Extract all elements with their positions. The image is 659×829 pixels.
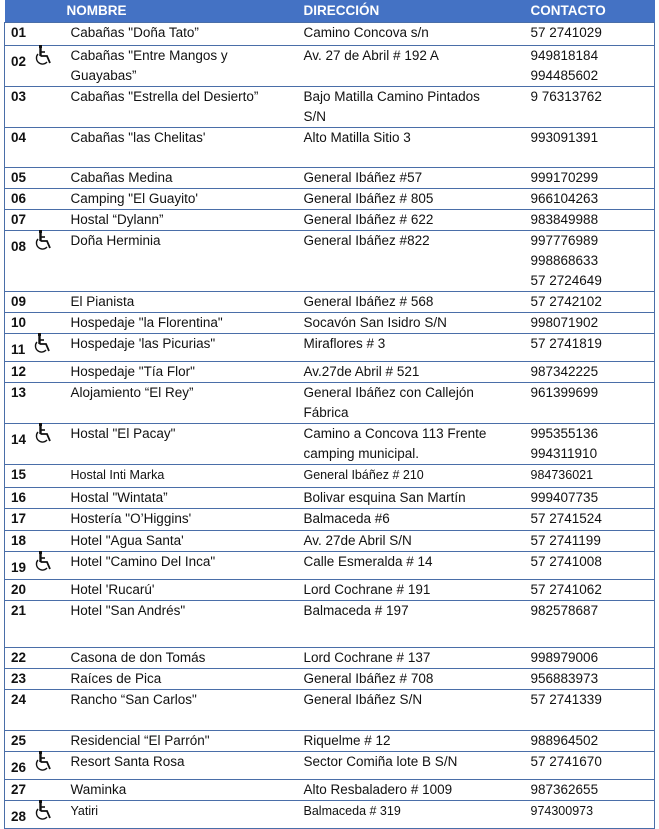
contact-number: 999407735 [530, 489, 599, 505]
contact-number-cell [527, 188, 655, 209]
address: Sector Comiña lote B S/N [303, 753, 458, 769]
address: General Ibáñez # 805 [303, 190, 434, 206]
address: Lord Cochrane # 191 [303, 581, 431, 597]
table-row [5, 230, 655, 291]
address: Fábrica [303, 404, 349, 420]
address-cell [300, 751, 527, 779]
table-row [5, 579, 655, 600]
row-number: 22 [11, 649, 27, 665]
row-number: 12 [11, 363, 27, 379]
table-row [5, 751, 655, 779]
row-number-cell [5, 530, 63, 551]
address-cell [300, 551, 527, 579]
table-row [5, 800, 655, 828]
contact-number-cell [527, 508, 655, 530]
lodging-name-cell [63, 333, 300, 361]
contact-number: 995355136 [530, 425, 599, 441]
address: General Ibáñez #57 [303, 169, 423, 185]
wheelchair-icon [34, 423, 54, 451]
row-number-cell [5, 86, 63, 127]
row-number-cell [5, 551, 63, 579]
wheelchair-icon [34, 45, 54, 73]
row-number: 08 [11, 238, 27, 254]
contact-number: 57 2741339 [530, 691, 602, 707]
lodging-name-cell [63, 730, 300, 751]
address: General Ibáñez S/N [303, 691, 423, 707]
contact-number: 57 2742102 [530, 293, 602, 309]
lodging-name: Hospedaje "la Florentina" [70, 314, 223, 330]
contact-number-cell [527, 579, 655, 600]
contact-number: 961399699 [530, 384, 599, 400]
contact-number: 999170299 [530, 169, 599, 185]
lodging-name-cell [63, 530, 300, 551]
table-row [5, 361, 655, 382]
address: Balmaceda # 197 [303, 602, 409, 618]
table-row [5, 291, 655, 312]
row-number-cell [5, 209, 63, 230]
lodging-table [4, 0, 655, 829]
contact-number-cell [527, 647, 655, 668]
lodging-name-cell [63, 668, 300, 689]
contact-number-cell [527, 230, 655, 291]
contact-number-cell [527, 551, 655, 579]
lodging-name-cell [63, 423, 300, 464]
address-cell [300, 382, 527, 423]
table-row [5, 333, 655, 361]
address: Riquelme # 12 [303, 732, 391, 748]
lodging-name: Hostería "O’Higgins' [70, 510, 192, 526]
lodging-name: Residencial “El Parrón" [70, 732, 210, 748]
row-number-cell [5, 487, 63, 508]
row-number: 25 [11, 732, 27, 748]
lodging-name-cell [63, 209, 300, 230]
contact-number: 956883973 [530, 670, 599, 686]
lodging-name-cell [63, 464, 300, 487]
address: Miraflores # 3 [303, 335, 386, 351]
row-number-cell [5, 361, 63, 382]
address-cell [300, 22, 527, 45]
row-number: 23 [11, 670, 27, 686]
contact-number: 57 2741670 [530, 753, 602, 769]
table-header-row [5, 0, 655, 22]
address-cell [300, 508, 527, 530]
contact-number-cell [527, 22, 655, 45]
lodging-name-cell [63, 689, 300, 730]
wheelchair-icon [34, 230, 54, 258]
lodging-name: Cabañas "Doña Tato” [70, 24, 199, 40]
row-number-cell [5, 751, 63, 779]
address-cell [300, 487, 527, 508]
row-number: 06 [11, 190, 27, 206]
address: Av. 27 de Abril # 192 A [303, 47, 439, 63]
address-cell [300, 45, 527, 86]
lodging-name-cell [63, 751, 300, 779]
contact-number-cell [527, 209, 655, 230]
row-number-cell [5, 600, 63, 647]
row-number-cell [5, 382, 63, 423]
contact-number-cell [527, 45, 655, 86]
row-number: 04 [11, 129, 27, 145]
lodging-name: Hostal Inti Marka [70, 467, 165, 482]
contact-number: 983849988 [530, 211, 599, 227]
contact-number-cell [527, 751, 655, 779]
contact-number: 57 2741062 [530, 581, 602, 597]
contact-number: 57 2741008 [530, 553, 602, 569]
table-row [5, 647, 655, 668]
address-cell [300, 668, 527, 689]
address: Av.27de Abril # 521 [303, 363, 420, 379]
address-cell [300, 312, 527, 333]
contact-number-cell [527, 291, 655, 312]
lodging-name: Casona de don Tomás [70, 649, 206, 665]
table-row [5, 779, 655, 800]
table-row [5, 382, 655, 423]
lodging-name-cell [63, 86, 300, 127]
row-number: 20 [11, 581, 27, 597]
contact-number-cell [527, 689, 655, 730]
row-number: 05 [11, 169, 27, 185]
table-row [5, 551, 655, 579]
contact-number-cell [527, 167, 655, 188]
contact-number: 966104263 [530, 190, 599, 206]
address-cell [300, 127, 527, 167]
contact-number-cell [527, 464, 655, 487]
address-cell [300, 291, 527, 312]
address-cell [300, 730, 527, 751]
header-address: DIRECCIÓN [303, 2, 380, 18]
lodging-name: Yatiri [70, 803, 99, 818]
address-cell [300, 579, 527, 600]
address: Camino a Concova 113 Frente [303, 425, 487, 441]
row-number: 19 [11, 559, 27, 575]
lodging-name-cell [63, 188, 300, 209]
lodging-name-cell [63, 600, 300, 647]
address-cell [300, 361, 527, 382]
table-row [5, 689, 655, 730]
address-cell [300, 188, 527, 209]
row-number-cell [5, 423, 63, 464]
lodging-name: Hotel "Agua Santa' [70, 532, 184, 548]
address: Alto Resbaladero # 1009 [303, 781, 453, 797]
address-cell [300, 209, 527, 230]
contact-number: 984736021 [530, 467, 594, 482]
lodging-name-cell [63, 291, 300, 312]
row-number: 10 [11, 314, 27, 330]
contact-number-cell [527, 333, 655, 361]
table-row [5, 312, 655, 333]
row-number-cell [5, 291, 63, 312]
wheelchair-icon [33, 333, 53, 361]
row-number: 28 [11, 808, 27, 824]
contact-number-cell [527, 600, 655, 647]
address-cell [300, 647, 527, 668]
lodging-name: Rancho “San Carlos" [70, 691, 197, 707]
lodging-name: Cabañas Medina [70, 169, 173, 185]
lodging-name: Cabañas "las Chelitas' [70, 129, 206, 145]
address: General Ibáñez # 622 [303, 211, 434, 227]
row-number-cell [5, 312, 63, 333]
lodging-name-cell [63, 45, 300, 86]
row-number: 13 [11, 384, 27, 400]
lodging-name: Camping "El Guayito' [70, 190, 198, 206]
wheelchair-icon [34, 800, 54, 828]
lodging-name: Hotel 'Rucarú' [70, 581, 155, 597]
address: General Ibáñez con Callejón [303, 384, 474, 400]
lodging-name: Hotel "San Andrés" [70, 602, 186, 618]
table-row [5, 209, 655, 230]
table-row [5, 508, 655, 530]
lodging-name-cell [63, 800, 300, 828]
contact-number: 993091391 [530, 129, 599, 145]
contact-number-cell [527, 800, 655, 828]
address-cell [300, 530, 527, 551]
address: S/N [303, 108, 327, 124]
table-row [5, 22, 655, 45]
table-row [5, 86, 655, 127]
contact-number-cell [527, 668, 655, 689]
row-number: 14 [11, 431, 27, 447]
address: Socavón San Isidro S/N [303, 314, 447, 330]
lodging-name: Resort Santa Rosa [70, 753, 185, 769]
lodging-name-cell [63, 361, 300, 382]
lodging-name: Guayabas” [70, 67, 137, 83]
contact-number: 949818184 [530, 47, 599, 63]
lodging-name-cell [63, 382, 300, 423]
row-number-cell [5, 45, 63, 86]
lodging-name: El Pianista [70, 293, 135, 309]
contact-number: 987342225 [530, 363, 599, 379]
header-number [5, 0, 63, 22]
lodging-name-cell [63, 167, 300, 188]
lodging-name-cell [63, 779, 300, 800]
lodging-name-cell [63, 647, 300, 668]
row-number-cell [5, 230, 63, 291]
address-cell [300, 800, 527, 828]
lodging-name-cell [63, 127, 300, 167]
contact-number: 57 2724649 [530, 272, 602, 288]
contact-number-cell [527, 86, 655, 127]
lodging-name: Hostal "El Pacay" [70, 425, 176, 441]
lodging-name: Hostal "Wintata” [70, 489, 168, 505]
table-row [5, 188, 655, 209]
wheelchair-icon [34, 551, 54, 579]
contact-number-cell [527, 361, 655, 382]
contact-number-cell [527, 779, 655, 800]
table-body [5, 22, 655, 828]
lodging-name: Alojamiento “El Rey” [70, 384, 194, 400]
contact-number: 57 2741199 [530, 532, 601, 548]
contact-number: 994485602 [530, 67, 599, 83]
lodging-name: Hotel "Camino Del Inca" [70, 553, 216, 569]
lodging-name-cell [63, 312, 300, 333]
address-cell [300, 464, 527, 487]
contact-number-cell [527, 487, 655, 508]
address: General Ibáñez # 210 [303, 467, 424, 482]
address-cell [300, 423, 527, 464]
address: Calle Esmeralda # 14 [303, 553, 433, 569]
address-cell [300, 779, 527, 800]
row-number-cell [5, 730, 63, 751]
address: Lord Cochrane # 137 [303, 649, 431, 665]
lodging-name: Waminka [70, 781, 127, 797]
row-number-cell [5, 647, 63, 668]
table-row [5, 464, 655, 487]
row-number-cell [5, 779, 63, 800]
contact-number: 974300973 [530, 803, 594, 818]
address-cell [300, 333, 527, 361]
table-row [5, 45, 655, 86]
lodging-name: Cabañas "Estrella del Desierto” [70, 88, 259, 104]
table-row [5, 530, 655, 551]
row-number: 15 [11, 466, 27, 482]
lodging-name: Raíces de Pica [70, 670, 162, 686]
contact-number: 997776989 [530, 232, 599, 248]
lodging-name: Hospedaje 'las Picurias" [70, 335, 216, 351]
row-number: 21 [11, 602, 27, 618]
row-number: 18 [11, 532, 27, 548]
contact-number: 998868633 [530, 252, 599, 268]
contact-number-cell [527, 127, 655, 167]
row-number: 03 [11, 88, 27, 104]
row-number: 24 [11, 691, 27, 707]
row-number-cell [5, 579, 63, 600]
table-row [5, 127, 655, 167]
address: General Ibáñez # 708 [303, 670, 434, 686]
contact-number: 57 2741819 [530, 335, 602, 351]
address: Alto Matilla Sitio 3 [303, 129, 411, 145]
row-number-cell [5, 508, 63, 530]
contact-number: 998071902 [530, 314, 599, 330]
row-number-cell [5, 167, 63, 188]
address: Bajo Matilla Camino Pintados [303, 88, 480, 104]
lodging-name-cell [63, 551, 300, 579]
table-row [5, 167, 655, 188]
contact-number: 982578687 [530, 602, 599, 618]
table-row [5, 487, 655, 508]
row-number: 07 [11, 211, 27, 227]
header-contact: CONTACTO [530, 2, 606, 18]
table-row [5, 600, 655, 647]
row-number-cell [5, 333, 63, 361]
contact-number-cell [527, 312, 655, 333]
wheelchair-icon [34, 751, 54, 779]
address-cell [300, 230, 527, 291]
address: camping municipal. [303, 445, 420, 461]
address-cell [300, 600, 527, 647]
row-number-cell [5, 188, 63, 209]
row-number: 26 [11, 759, 27, 775]
contact-number-cell [527, 382, 655, 423]
contact-number-cell [527, 530, 655, 551]
address: Camino Concova s/n [303, 24, 429, 40]
table-row [5, 730, 655, 751]
row-number-cell [5, 800, 63, 828]
lodging-name: Hostal “Dylann” [70, 211, 164, 227]
row-number: 27 [11, 781, 27, 797]
row-number-cell [5, 464, 63, 487]
row-number: 01 [11, 24, 27, 40]
row-number: 17 [11, 510, 27, 526]
contact-number: 9 76313762 [530, 88, 602, 104]
row-number-cell [5, 22, 63, 45]
contact-number: 988964502 [530, 732, 599, 748]
row-number: 16 [11, 489, 27, 505]
address: General Ibáñez # 568 [303, 293, 434, 309]
lodging-name-cell [63, 508, 300, 530]
row-number-cell [5, 668, 63, 689]
lodging-name-cell [63, 579, 300, 600]
table-row [5, 668, 655, 689]
lodging-name-cell [63, 487, 300, 508]
address: General Ibáñez #822 [303, 232, 430, 248]
contact-number: 57 2741029 [530, 24, 602, 40]
address: Balmaceda # 319 [303, 803, 401, 818]
contact-number-cell [527, 423, 655, 464]
header-name: NOMBRE [66, 2, 127, 18]
row-number: 02 [11, 53, 27, 69]
lodging-name-cell [63, 230, 300, 291]
contact-number-cell [527, 730, 655, 751]
lodging-name: Hospedaje "Tía Flor" [70, 363, 195, 379]
contact-number: 987362655 [530, 781, 599, 797]
row-number: 09 [11, 293, 27, 309]
lodging-name-cell [63, 22, 300, 45]
table-row [5, 423, 655, 464]
contact-number: 57 2741524 [530, 510, 602, 526]
contact-number: 998979006 [530, 649, 599, 665]
address: Bolivar esquina San Martín [303, 489, 466, 505]
row-number-cell [5, 689, 63, 730]
contact-number: 994311910 [530, 445, 598, 461]
lodging-name: Doña Herminia [70, 232, 161, 248]
address-cell [300, 86, 527, 127]
address: Balmaceda #6 [303, 510, 390, 526]
lodging-name: Cabañas "Entre Mangos y [70, 47, 228, 63]
row-number-cell [5, 127, 63, 167]
address: Av. 27de Abril S/N [303, 532, 412, 548]
address-cell [300, 167, 527, 188]
address-cell [300, 689, 527, 730]
row-number: 11 [11, 341, 26, 357]
